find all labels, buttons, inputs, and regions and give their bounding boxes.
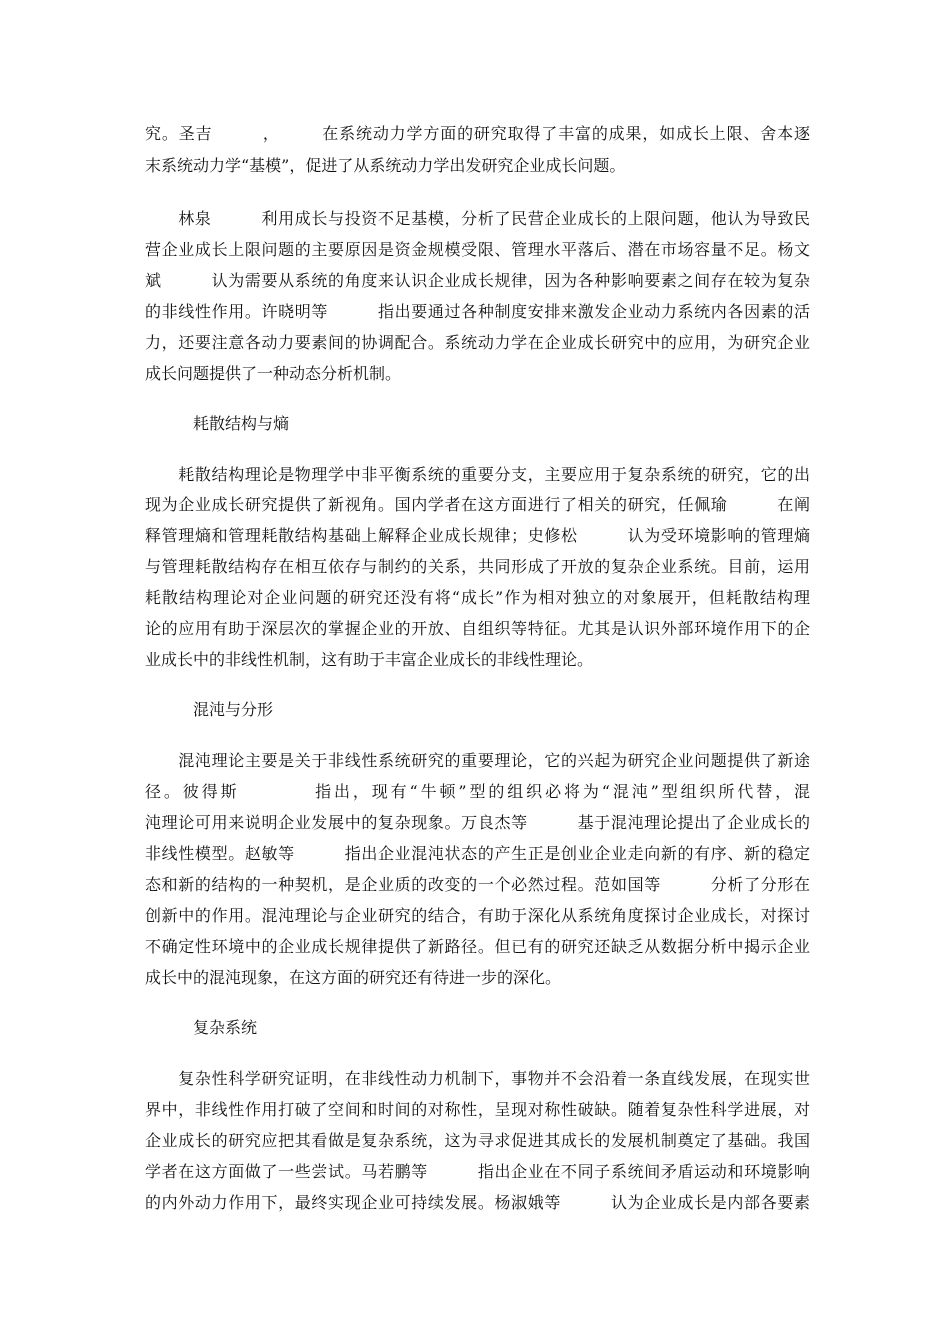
text-line: 末系统动力学“基模”，促进了从系统动力学出发研究企业成长问题。	[145, 156, 626, 175]
text-line: 径。彼得斯 指出，现有“牛顿”型的组织必将为“混沌”型组织所代替，混	[145, 782, 810, 801]
text-line: 业成长中的非线性机制，这有助于丰富企业成长的非线性理论。	[145, 650, 594, 669]
text-line: 成长问题提供了一种动态分析机制。	[145, 364, 402, 383]
text-line: 斌 认为需要从系统的角度来认识企业成长规律，因为各种影响要素之间存在较为复杂	[145, 271, 810, 290]
text-line: 释管理熵和管理耗散结构基础上解释企业成长规律；史修松 认为受环境影响的管理熵	[145, 526, 810, 545]
text-line: 力，还要注意各动力要素间的协调配合。系统动力学在企业成长研究中的应用，为研究企业	[145, 333, 810, 352]
text-line: 与管理耗散结构存在相互依存与制约的关系，共同形成了开放的复杂企业系统。目前，运用	[145, 557, 810, 576]
text-line: 耗散结构理论对企业问题的研究还没有将“成长”作为相对独立的对象展开，但耗散结构理	[145, 588, 810, 607]
text-line: 混沌理论主要是关于非线性系统研究的重要理论，它的兴起为研究企业问题提供了新途	[145, 751, 810, 770]
text-line: 界中，非线性作用打破了空间和时间的对称性，呈现对称性破缺。随着复杂性科学进展，对	[145, 1100, 810, 1119]
text-line: 学者在这方面做了一些尝试。马若鹏等 指出企业在不同子系统间矛盾运动和环境影响	[145, 1162, 810, 1181]
text-line: 创新中的作用。混沌理论与企业研究的结合，有助于深化从系统角度探讨企业成长，对探讨	[145, 906, 810, 925]
section-heading: 耗散结构与熵	[193, 414, 290, 433]
section-heading: 混沌与分形	[193, 700, 274, 719]
text-line: 究。圣吉 ， 在系统动力学方面的研究取得了丰富的成果，如成长上限、舍本逐	[145, 124, 810, 143]
text-line: 的内外动力作用下，最终实现企业可持续发展。杨淑娥等 认为企业成长是内部各要素	[145, 1193, 810, 1212]
section-heading: 复杂系统	[193, 1018, 258, 1037]
text-line: 营企业成长上限问题的主要原因是资金规模受限、管理水平落后、潜在市场容量不足。杨文	[145, 240, 810, 259]
text-line: 林泉 利用成长与投资不足基模，分析了民营企业成长的上限问题，他认为导致民	[145, 209, 810, 228]
text-line: 非线性模型。赵敏等 指出企业混沌状态的产生正是创业企业走向新的有序、新的稳定	[145, 844, 810, 863]
text-line: 论的应用有助于深层次的掌握企业的开放、自组织等特征。尤其是认识外部环境作用下的企	[145, 619, 810, 638]
text-line: 沌理论可用来说明企业发展中的复杂现象。万良杰等 基于混沌理论提出了企业成长的	[145, 813, 810, 832]
text-line: 不确定性环境中的企业成长规律提供了新路径。但已有的研究还缺乏从数据分析中揭示企业	[145, 937, 810, 956]
text-line: 企业成长的研究应把其看做是复杂系统，这为寻求促进其成长的发展机制奠定了基础。我国	[145, 1131, 810, 1150]
text-line: 态和新的结构的一种契机，是企业质的改变的一个必然过程。范如国等 分析了分形在	[145, 875, 810, 894]
text-line: 复杂性科学研究证明，在非线性动力机制下，事物并不会沿着一条直线发展，在现实世	[145, 1069, 810, 1088]
text-line: 耗散结构理论是物理学中非平衡系统的重要分支，主要应用于复杂系统的研究，它的出	[145, 465, 810, 484]
text-line: 现为企业成长研究提供了新视角。国内学者在这方面进行了相关的研究，任佩瑜 在阐	[145, 495, 810, 514]
text-line: 成长中的混沌现象，在这方面的研究还有待进一步的深化。	[145, 968, 562, 987]
text-line: 的非线性作用。许晓明等 指出要通过各种制度安排来激发企业动力系统内各因素的活	[145, 302, 810, 321]
